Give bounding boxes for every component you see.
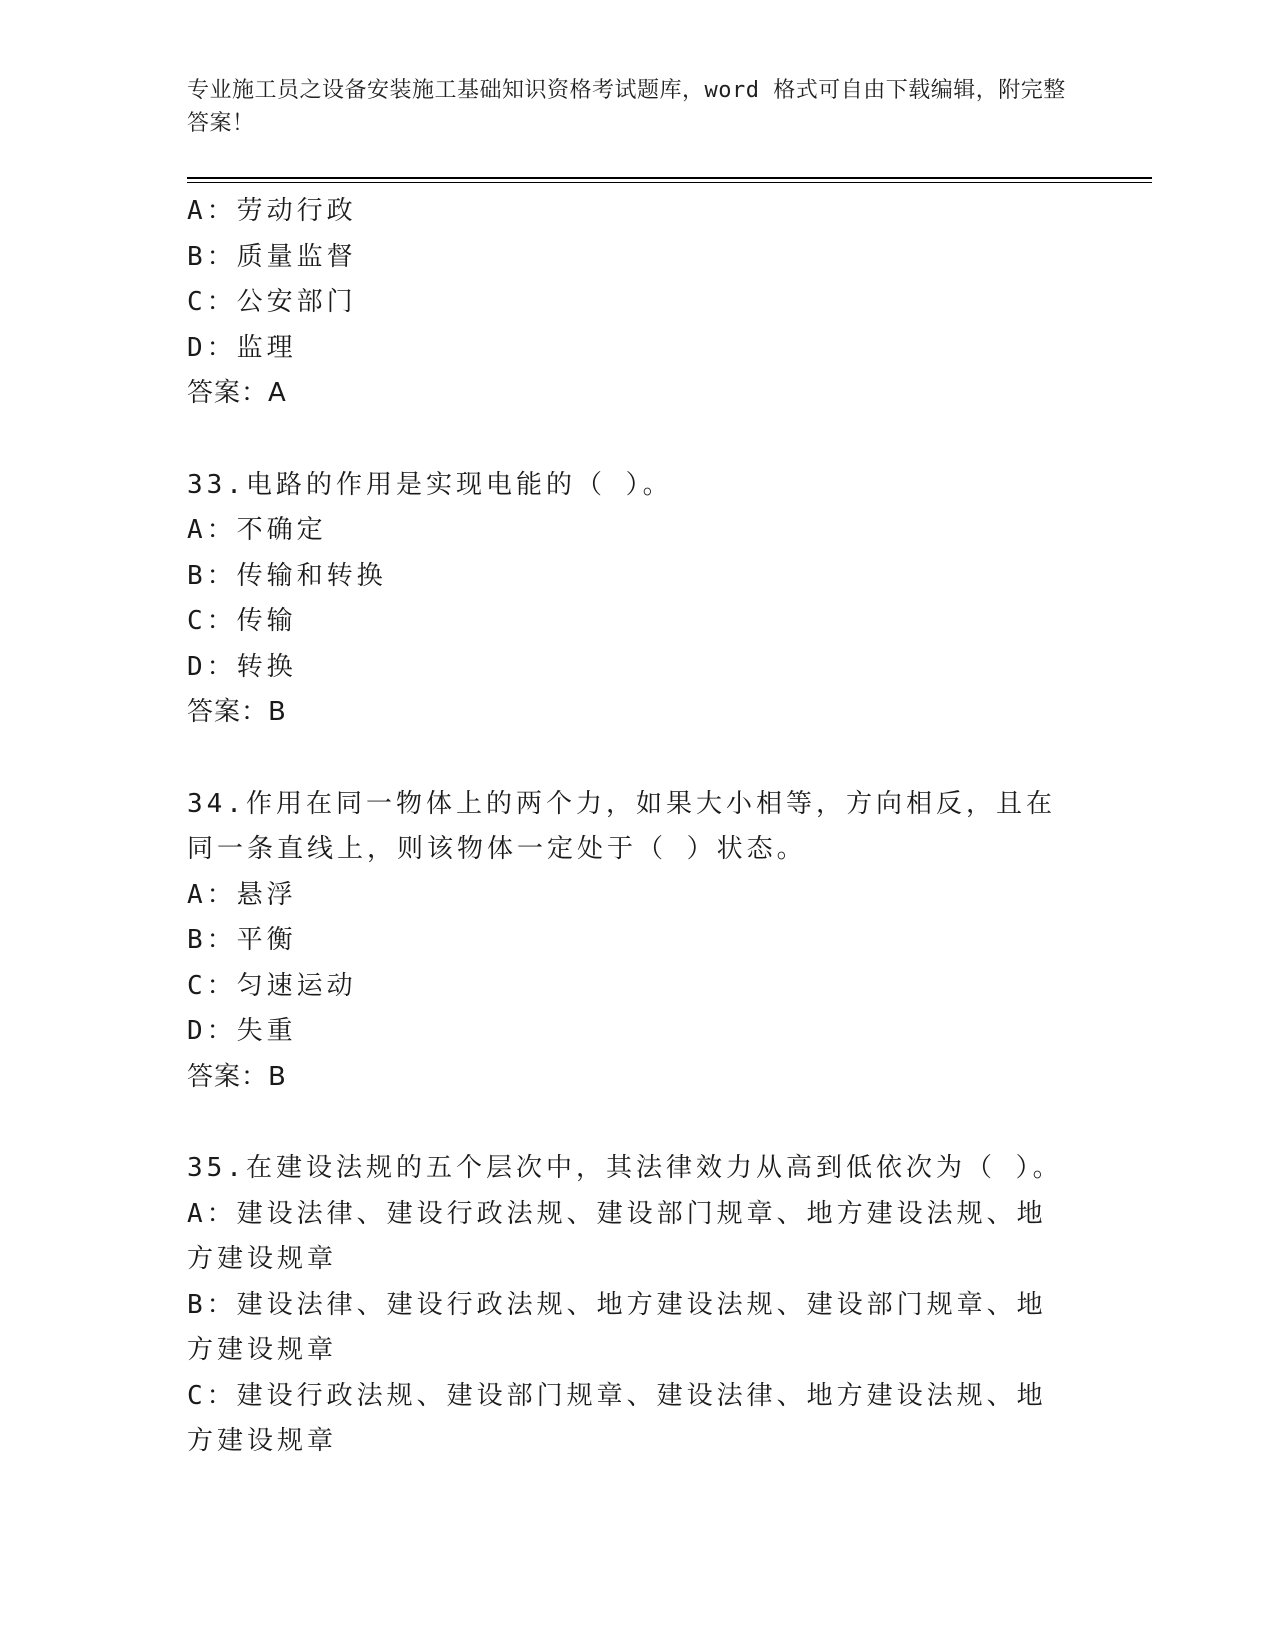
question-stem: 35.在建设法规的五个层次中，其法律效力从高到低依次为（ ）。 (187, 1153, 1063, 1183)
question-block-33 (187, 463, 1067, 736)
option-c: C：匀速运动 (187, 970, 357, 1001)
option-d: D：失重 (187, 1016, 297, 1046)
document-header: 专业施工员之设备安装施工基础知识资格考试题库，word 格式可自由下载编辑，附完整答案！ (187, 78, 1066, 136)
option-c: C：公安部门 (187, 287, 357, 317)
question-list (187, 189, 1067, 1465)
option-a: A：不确定 (187, 515, 327, 545)
option-b: B：平衡 (187, 925, 297, 955)
option-c: C：建设行政法规、建设部门规章、建设法律、地方建设法规、地方建设规章 (187, 1380, 1047, 1456)
spacer (187, 1100, 1067, 1146)
option-a: A：劳动行政 (187, 196, 357, 226)
option-d: D：监理 (187, 332, 297, 363)
option-d: D：转换 (187, 651, 297, 682)
option-c: C：传输 (187, 606, 297, 636)
spacer (187, 736, 1067, 782)
header-divider (187, 177, 1152, 179)
spacer (187, 417, 1067, 463)
question-stem: 33.电路的作用是实现电能的（ ）。 (187, 469, 673, 500)
option-a: A：悬浮 (187, 879, 297, 910)
answer-line: 答案：B (187, 1061, 287, 1092)
answer-line: 答案：B (187, 697, 287, 727)
header-divider-thin (187, 182, 1152, 183)
question-stem: 34.作用在同一物体上的两个力，如果大小相等，方向相反，且在同一条直线上，则该物体一定处于（ ）状态。 (187, 788, 1056, 864)
option-b: B：建设法律、建设行政法规、地方建设法规、建设部门规章、地方建设规章 (187, 1289, 1047, 1365)
option-b: B：传输和转换 (187, 560, 387, 591)
question-block-34 (187, 782, 1067, 1101)
question-block-32 (187, 189, 1067, 417)
option-a: A：建设法律、建设行政法规、建设部门规章、地方建设法规、地方建设规章 (187, 1198, 1047, 1274)
question-block-35 (187, 1146, 1067, 1465)
answer-line: 答案：A (187, 378, 287, 408)
option-b: B：质量监督 (187, 241, 357, 272)
